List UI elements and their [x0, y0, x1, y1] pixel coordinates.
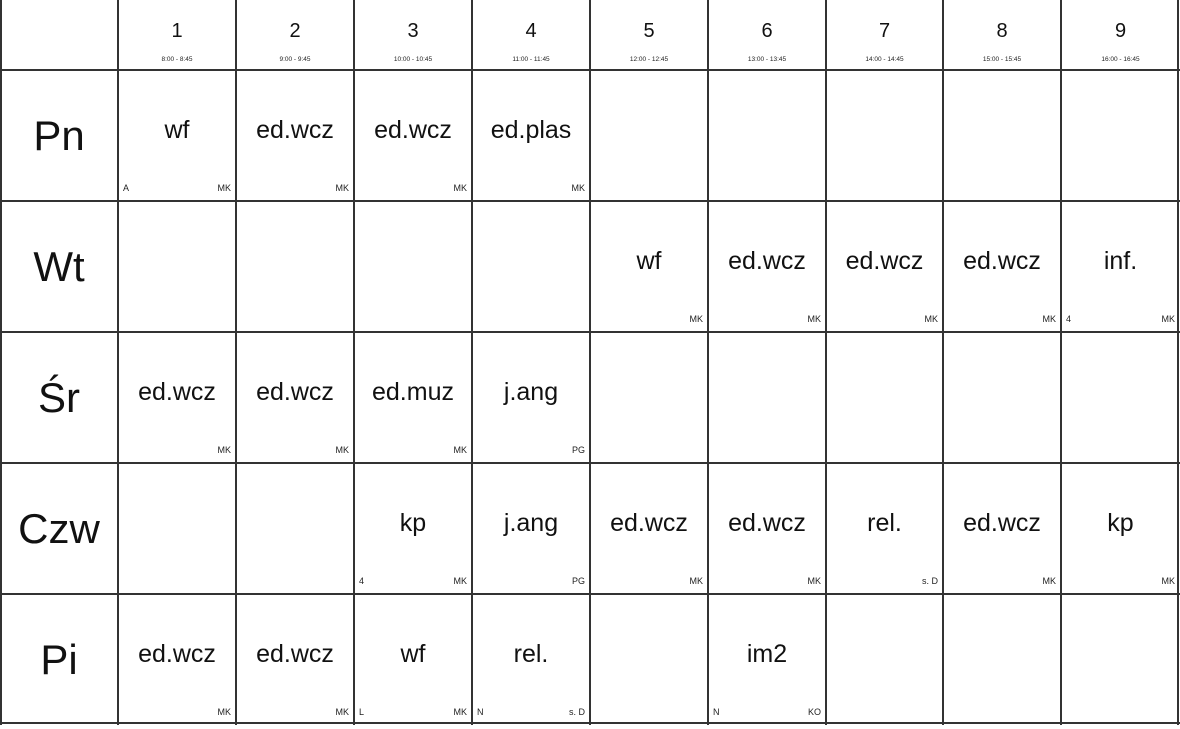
lesson-cell [354, 594, 472, 725]
period-time: 10:00 - 10:45 [393, 56, 433, 63]
lesson-cell [943, 70, 1061, 201]
period-header [236, 0, 354, 70]
lesson-subject: im2 [746, 640, 788, 668]
lesson-cell [590, 594, 708, 725]
lesson-cell [1061, 332, 1180, 463]
lesson-subject: j.ang [503, 509, 559, 537]
lesson-teacher: MK [217, 183, 231, 193]
lesson-cell [708, 70, 826, 201]
period-time: 15:00 - 15:45 [982, 56, 1022, 63]
lesson-cell [1061, 70, 1180, 201]
lesson-teacher: MK [924, 314, 938, 324]
lesson-teacher: s. D [921, 576, 938, 586]
lesson-cell [236, 463, 354, 594]
lesson-room: 4 [359, 576, 365, 586]
period-time: 13:00 - 13:45 [747, 56, 787, 63]
lesson-subject: ed.wcz [138, 378, 216, 406]
lesson-cell [118, 201, 236, 332]
lesson-cell [708, 332, 826, 463]
day-label: Pn [33, 111, 85, 159]
day-label: Pi [40, 635, 78, 683]
period-time: 12:00 - 12:45 [629, 56, 669, 63]
period-header [1061, 0, 1180, 70]
lesson-teacher: MK [453, 576, 467, 586]
lesson-subject: j.ang [503, 378, 559, 406]
lesson-cell [236, 332, 354, 463]
lesson-teacher: MK [807, 576, 821, 586]
lesson-subject: ed.wcz [728, 247, 806, 275]
lesson-subject: ed.wcz [256, 378, 334, 406]
lesson-teacher: MK [453, 183, 467, 193]
lesson-subject: ed.muz [372, 378, 454, 406]
lesson-cell [1061, 594, 1180, 725]
period-number: 5 [643, 20, 655, 42]
day-label-cell [0, 201, 118, 332]
lesson-room: A [123, 183, 130, 193]
lesson-teacher: MK [335, 445, 349, 455]
lesson-subject: ed.wcz [963, 509, 1041, 537]
lesson-cell [826, 201, 943, 332]
day-label-cell [0, 70, 118, 201]
lesson-teacher: MK [807, 314, 821, 324]
day-label-cell [0, 332, 118, 463]
lesson-subject: kp [399, 509, 427, 537]
period-number: 3 [407, 20, 419, 42]
period-number: 1 [171, 20, 183, 42]
period-number: 2 [289, 20, 301, 42]
lesson-subject: kp [1107, 509, 1134, 537]
period-number: 8 [996, 20, 1008, 42]
lesson-cell [118, 594, 236, 725]
lesson-teacher: MK [335, 707, 349, 717]
lesson-cell [826, 332, 943, 463]
lesson-teacher: MK [571, 183, 585, 193]
lesson-cell [943, 332, 1061, 463]
lesson-subject: ed.wcz [256, 640, 334, 668]
lesson-cell [590, 70, 708, 201]
lesson-teacher: s. D [568, 707, 585, 717]
lesson-cell [354, 70, 472, 201]
period-time: 14:00 - 14:45 [865, 56, 904, 63]
period-number: 4 [525, 20, 537, 42]
period-header [826, 0, 943, 70]
lesson-room: 4 [1066, 314, 1072, 324]
lesson-teacher: MK [1042, 576, 1056, 586]
lesson-cell [1061, 201, 1180, 332]
lesson-teacher: MK [217, 445, 231, 455]
lesson-teacher: MK [217, 707, 231, 717]
lesson-teacher: PG [571, 576, 585, 586]
lesson-cell [472, 594, 590, 725]
lesson-subject: ed.wcz [138, 640, 216, 668]
lesson-teacher: MK [335, 183, 349, 193]
lesson-subject: ed.wcz [610, 509, 688, 537]
lesson-subject: wf [164, 116, 190, 144]
lesson-subject: wf [636, 247, 662, 275]
lesson-subject: ed.wcz [256, 116, 334, 144]
lesson-teacher: MK [1042, 314, 1056, 324]
lesson-subject: rel. [513, 640, 549, 668]
period-time: 11:00 - 11:45 [512, 56, 550, 63]
lesson-cell [472, 201, 590, 332]
corner-cell [0, 0, 118, 70]
lesson-cell [472, 70, 590, 201]
lesson-subject: ed.plas [490, 116, 572, 144]
period-header [590, 0, 708, 70]
period-time: 8:00 - 8:45 [161, 56, 193, 63]
lesson-cell [708, 463, 826, 594]
day-label: Śr [38, 373, 80, 421]
lesson-subject: ed.wcz [728, 509, 806, 537]
lesson-room: N [713, 707, 720, 717]
lesson-cell [826, 70, 943, 201]
lesson-teacher: MK [689, 576, 703, 586]
lesson-subject: ed.wcz [963, 247, 1041, 275]
day-label: Wt [33, 242, 85, 290]
lesson-cell [708, 201, 826, 332]
lesson-cell [943, 201, 1061, 332]
lesson-cell [118, 332, 236, 463]
period-number: 9 [1114, 20, 1127, 42]
lesson-cell [1061, 463, 1180, 594]
lesson-cell [826, 594, 943, 725]
period-header [472, 0, 590, 70]
lesson-cell [472, 463, 590, 594]
lesson-subject: ed.wcz [845, 247, 924, 275]
lesson-cell [354, 463, 472, 594]
lesson-cell [118, 463, 236, 594]
period-header [708, 0, 826, 70]
lesson-subject: ed.wcz [374, 116, 452, 144]
period-number: 7 [878, 20, 891, 42]
lesson-cell [354, 201, 472, 332]
period-time: 16:00 - 16:45 [1101, 56, 1140, 63]
lesson-subject: wf [400, 640, 426, 668]
lesson-cell [236, 201, 354, 332]
day-label-cell [0, 463, 118, 594]
lesson-cell [590, 332, 708, 463]
period-header [943, 0, 1061, 70]
lesson-teacher: MK [689, 314, 703, 324]
lesson-room: L [359, 707, 365, 717]
period-number: 6 [761, 20, 773, 42]
lesson-cell [236, 594, 354, 725]
lesson-cell [118, 70, 236, 201]
lesson-teacher: MK [1161, 576, 1175, 586]
lesson-cell [590, 463, 708, 594]
lesson-teacher: MK [453, 445, 467, 455]
lesson-cell [354, 332, 472, 463]
lesson-teacher: PG [571, 445, 585, 455]
period-header [118, 0, 236, 70]
lesson-subject: inf. [1103, 247, 1138, 275]
lesson-cell [590, 201, 708, 332]
lesson-teacher: KO [807, 707, 821, 717]
lesson-subject: rel. [867, 509, 902, 537]
lesson-cell [472, 332, 590, 463]
lesson-cell [826, 463, 943, 594]
day-label-cell [0, 594, 118, 725]
lesson-cell [236, 70, 354, 201]
lesson-teacher: MK [1161, 314, 1175, 324]
lesson-cell [943, 594, 1061, 725]
lesson-cell [943, 463, 1061, 594]
period-header [354, 0, 472, 70]
period-time: 9:00 - 9:45 [279, 56, 311, 63]
lesson-room: N [477, 707, 484, 717]
lesson-cell [708, 594, 826, 725]
lesson-teacher: MK [453, 707, 467, 717]
day-label: Czw [18, 504, 100, 552]
